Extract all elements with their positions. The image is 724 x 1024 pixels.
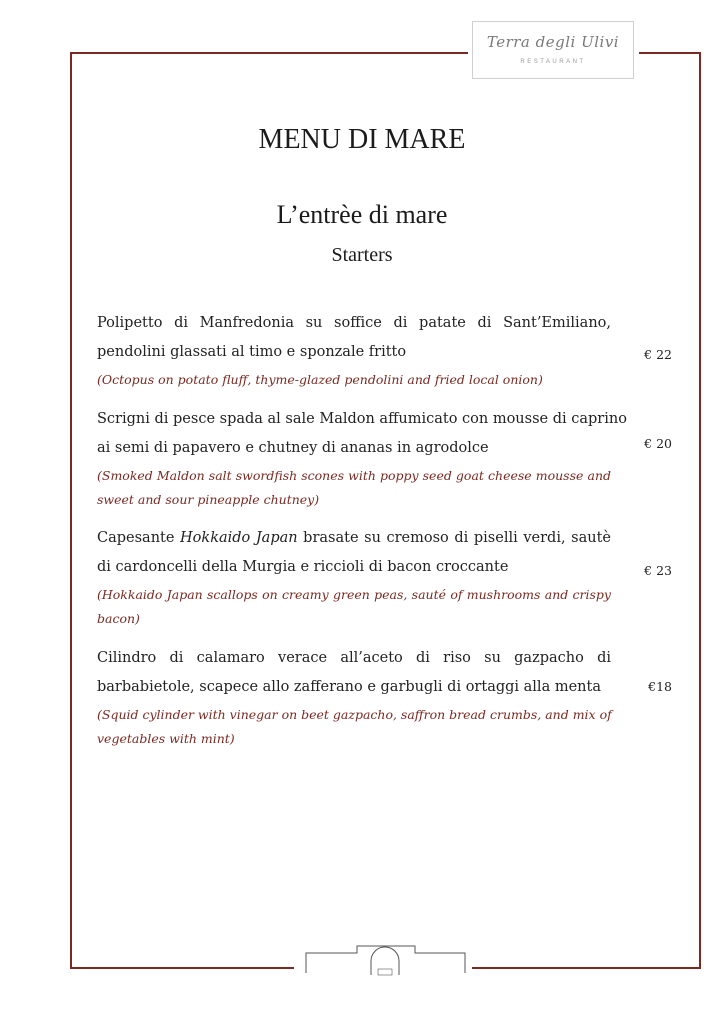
frame-left [70,52,72,969]
item-price: €18 [648,679,672,694]
item-translation: vegetables with mint) [97,731,235,746]
item-translation: (Squid cylinder with vinegar on beet gazpacho, saffron bread crumbs, and mix of [97,707,612,722]
item-description-line: pendolini glassati al timo e sponzale fritto [97,344,407,360]
item-emphasis: Hokkaido Japan [180,530,298,546]
menu-item [97,524,611,631]
logo-name: Terra degli Ulivi [486,33,620,51]
arch-emblem-icon [305,943,467,983]
logo-tagline: RESTAURANT [520,59,586,65]
item-price: € 20 [644,436,672,451]
frame-bottom-right [472,967,701,969]
item-translation: (Hokkaido Japan scallops on creamy green peas, sauté of mushrooms and crispy [97,587,611,602]
item-translation: sweet and sour pineapple chutney) [97,492,320,507]
menu-item [97,644,611,751]
item-price: € 22 [644,347,672,362]
item-description-line: Polipetto di Manfredonia su soffice di patate di Sant’Emiliano, [97,315,611,331]
section-title: L’entrèe di mare [276,200,448,229]
item-text: Capesante [97,530,181,546]
restaurant-logo [472,21,634,79]
section-subtitle: Starters [331,244,393,266]
item-translation: bacon) [97,611,140,626]
frame-bottom-left [70,967,294,969]
item-translation: (Octopus on potato fluff, thyme-glazed pendolini and fried local onion) [97,372,543,387]
item-description-line: di cardoncelli della Murgia e riccioli di bacon croccante [97,559,509,575]
frame-right [699,52,701,969]
frame-top-right [639,52,701,54]
item-text: brasate su cremoso di piselli verdi, sautè [297,530,611,546]
item-description-line: barbabietole, scapece allo zafferano e garbugli di ortaggi alla menta [97,679,601,695]
item-translation: (Smoked Maldon salt swordfish scones with poppy seed goat cheese mousse and [97,468,611,483]
frame-top-left [70,52,468,54]
item-description-line: Cilindro di calamaro verace all’aceto di riso su gazpacho di [97,650,611,666]
item-description-line [97,524,611,553]
item-description-line: ai semi di papavero e chutney di ananas in agrodolce [97,440,489,456]
menu-item [97,309,611,392]
menu-item [97,405,627,512]
menu-title: MENU DI MARE [258,124,466,155]
item-price: € 23 [644,563,672,578]
item-description-line: Scrigni di pesce spada al sale Maldon affumicato con mousse di caprino [97,411,627,427]
